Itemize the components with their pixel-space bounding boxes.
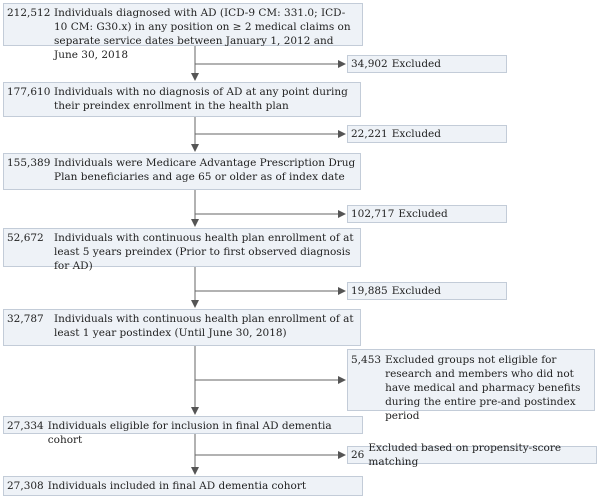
step-count: 32,787 — [7, 313, 44, 325]
step-text: Individuals with continuous health plan enrollment of at least 1 year postindex (Until June 30, 2018) — [54, 313, 354, 339]
step-box-4 — [3, 228, 361, 272]
exclusion-text: Excluded based on propensity-score matching — [368, 442, 562, 468]
exclusion-box-4 — [347, 282, 507, 300]
step-box-3 — [3, 153, 361, 190]
exclusion-text: Excluded — [391, 58, 441, 70]
exclusion-text: Excluded — [391, 128, 441, 140]
exclusion-box-1 — [347, 55, 507, 73]
step-count: 52,672 — [7, 232, 44, 244]
exclusion-count: 19,885 — [351, 285, 388, 297]
exclusion-box-2 — [347, 125, 507, 143]
step-count: 27,308 — [7, 480, 44, 492]
exclusion-box-6 — [347, 442, 597, 468]
exclusion-count: 102,717 — [351, 208, 395, 220]
step-box-5 — [3, 309, 361, 346]
step-text: Individuals were Medicare Advantage Prescription Drug Plan beneficiaries and age 65 or older as of index date — [54, 157, 356, 183]
step-text: Individuals diagnosed with AD (ICD-9 CM: 331.0; ICD-10 CM: G30.x) in any position on ≥ 2 medical claims on separate service dates between January 1, 2012 and June 30, 2018 — [54, 7, 351, 61]
step-box-2 — [3, 82, 361, 117]
exclusion-count: 22,221 — [351, 128, 388, 140]
exclusion-box-3 — [347, 205, 507, 223]
exclusion-text: Excluded groups not eligible for research and members who did not have medical and pharmacy benefits during the entire pre-and postindex period — [385, 354, 581, 422]
exclusion-box-5 — [347, 349, 595, 422]
step-text: Individuals eligible for inclusion in final AD dementia cohort — [47, 420, 332, 446]
step-count: 155,389 — [7, 157, 51, 169]
step-box-7 — [3, 476, 363, 496]
exclusion-count: 5,453 — [351, 354, 382, 366]
step-text: Individuals with no diagnosis of AD at any point during their preindex enrollment in the health plan — [54, 86, 348, 112]
exclusion-count: 26 — [351, 449, 365, 461]
step-count: 27,334 — [7, 420, 44, 432]
step-box-1 — [3, 3, 363, 61]
step-text: Individuals included in final AD dementia cohort — [47, 480, 307, 492]
step-count: 177,610 — [7, 86, 51, 98]
exclusion-text: Excluded — [398, 208, 448, 220]
exclusion-text: Excluded — [391, 285, 441, 297]
exclusion-count: 34,902 — [351, 58, 388, 70]
step-text: Individuals with continuous health plan enrollment of at least 5 years preindex (Prior to first observed diagnosis for AD) — [54, 232, 354, 272]
step-box-6 — [3, 416, 363, 446]
step-count: 212,512 — [7, 7, 51, 19]
